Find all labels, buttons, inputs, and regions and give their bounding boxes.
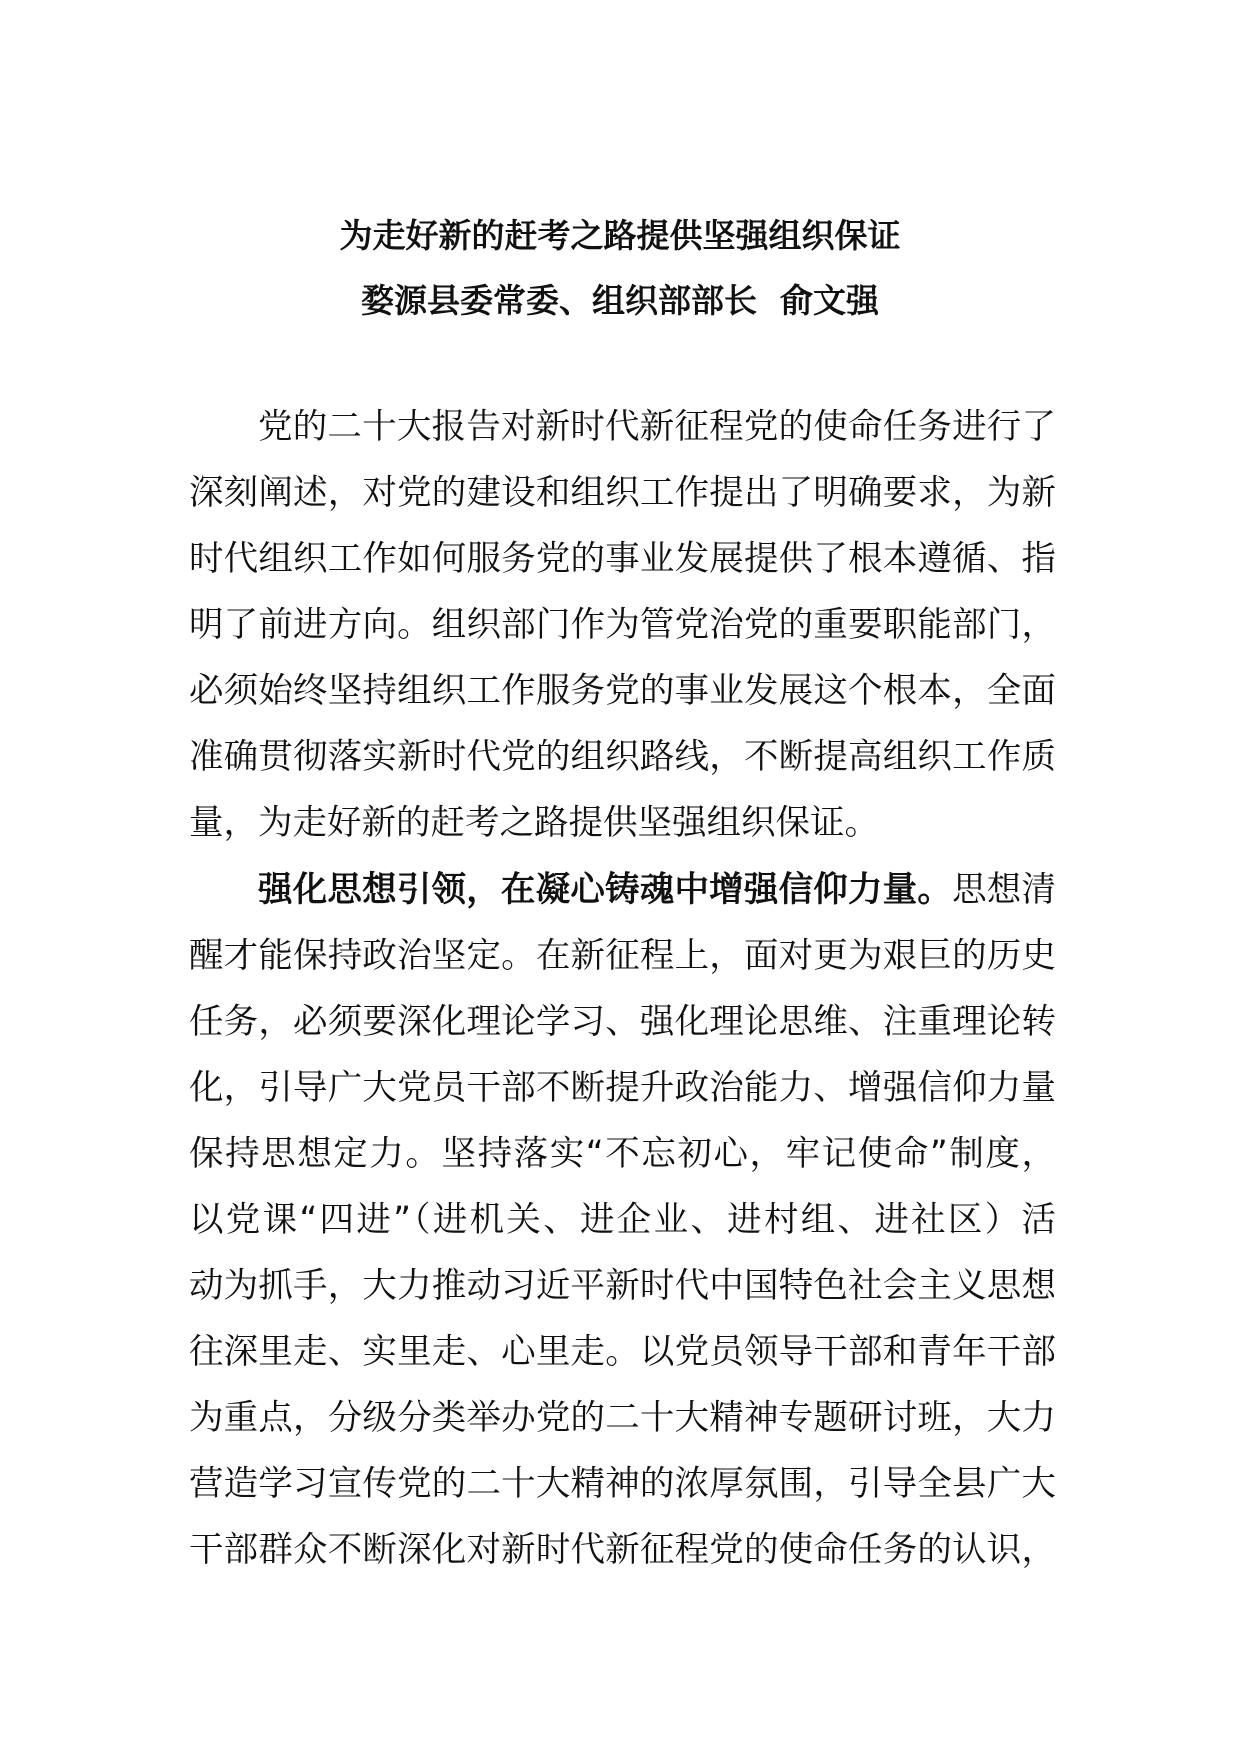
author-line: 婺源县委常委、组织部部长 俞文强 xyxy=(361,281,879,320)
text-line: 时代组织工作如何服务党的事业发展提供了根本遵循、指 xyxy=(189,539,1056,579)
section-heading: 强化思想引领，在凝心铸魂中增强信仰力量。 xyxy=(258,870,953,910)
text-line: 明了前进方向。组织部门作为管党治党的重要职能部门， xyxy=(189,605,1056,645)
text-line: 保持思想定力。坚持落实“不忘初心，牢记使命”制度， xyxy=(189,1134,1056,1174)
text-line: 往深里走、实里走、心里走。以党员领导干部和青年干部 xyxy=(189,1332,1056,1372)
text-line: 营造学习宣传党的二十大精神的浓厚氛围，引导全县广大 xyxy=(189,1464,1056,1504)
paragraph-thought-guidance xyxy=(189,857,1056,1583)
document-title: 为走好新的赶考之路提供坚强组织保证 xyxy=(339,216,901,255)
text-line: 化，引导广大党员干部不断提升政治能力、增强信仰力量 xyxy=(189,1068,1056,1108)
text-line: 以党课“四进”（进机关、进企业、进村组、进社区）活 xyxy=(189,1200,1056,1240)
text-line: 为重点，分级分类举办党的二十大精神专题研讨班，大力 xyxy=(189,1398,1056,1438)
text-line: 必须始终坚持组织工作服务党的事业发展这个根本，全面 xyxy=(189,671,1056,711)
text-line: 党的二十大报告对新时代新征程党的使命任务进行了 xyxy=(258,407,1056,447)
text-line: 任务，必须要深化理论学习、强化理论思维、注重理论转 xyxy=(189,1002,1056,1042)
text-line: 醒才能保持政治坚定。在新征程上，面对更为艰巨的历史 xyxy=(189,936,1056,976)
text-line xyxy=(189,857,1056,923)
text-line: 干部群众不断深化对新时代新征程党的使命任务的认识， xyxy=(189,1530,1056,1570)
text-line: 动为抓手，大力推动习近平新时代中国特色社会主义思想 xyxy=(189,1266,1056,1306)
text-line: 准确贯彻落实新时代党的组织路线，不断提高组织工作质 xyxy=(189,737,1056,777)
text-line: 量，为走好新的赶考之路提供坚强组织保证。 xyxy=(189,803,879,843)
text-line: 深刻阐述，对党的建设和组织工作提出了明确要求，为新 xyxy=(189,473,1056,513)
heading-tail-text: 思想清 xyxy=(952,870,1057,910)
paragraph-intro xyxy=(189,394,1056,856)
